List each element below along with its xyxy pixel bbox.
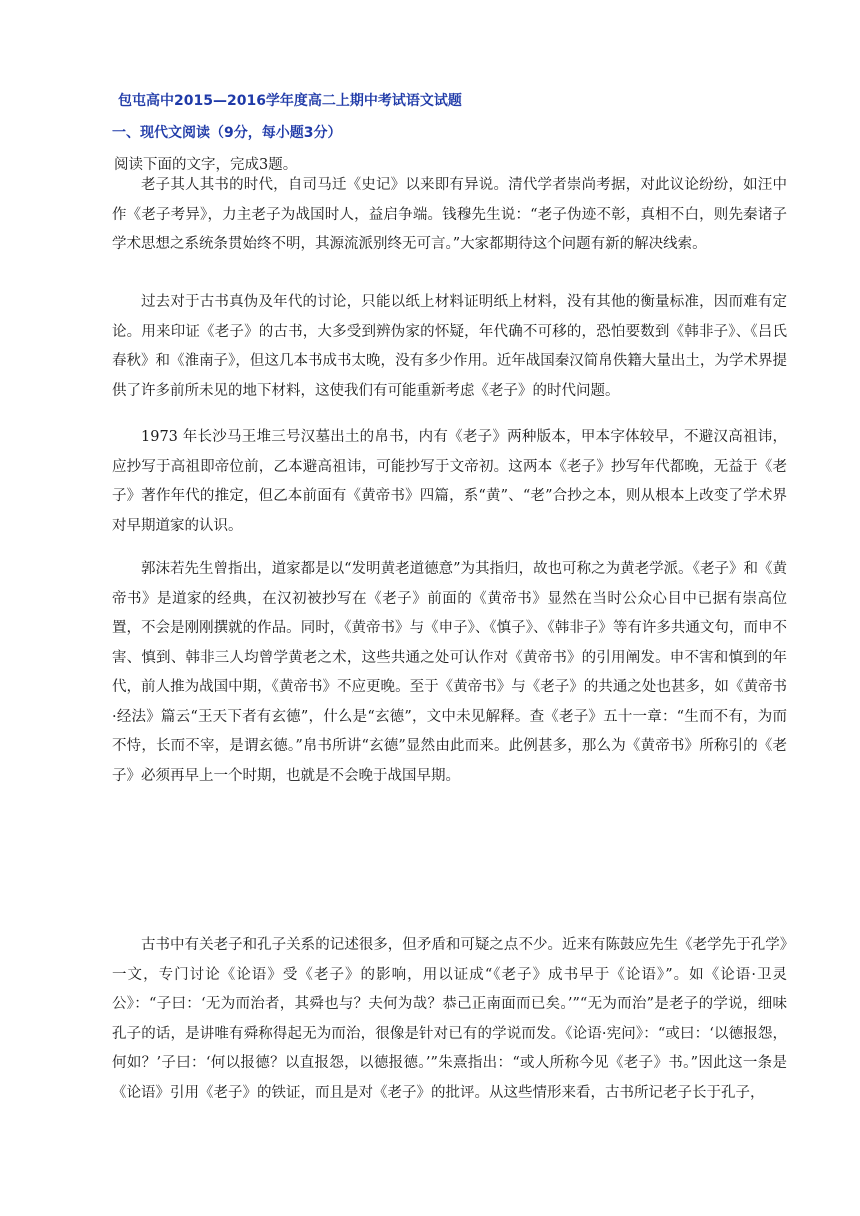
paragraph: 古书中有关老子和孔子关系的记述很多，但矛盾和可疑之点不少。近来有陈鼓应先生《老学先于孔学》一文，专门讨论《论语》受《老子》的影响，用以证成“《老子》成书早于《论语》”。如《论语·卫灵公》：“子曰：‘无为而治者，其舜也与？夫何为哉？恭己正南面而已矣。’”“无为而治”是老子的学说，细味孔子的话，是讲唯有舜称得起无为而治，很像是针对已有的学说而发。《论语·宪问》：“或曰：‘以德报怨，何如？’子曰：‘何以报德？以直报怨，以德报德。’”朱熹指出：“或人所称今见《老子》书。”因此这一条是《论语》引用《老子》的铁证，而且是对《老子》的批评。从这些情形来看，古书所记老子长于孔子，: [112, 937, 787, 1101]
section-heading: 一、现代文阅读（9分，每小题3分）: [112, 125, 342, 141]
reading-instruction: 阅读下面的文字，完成3题。: [114, 157, 298, 173]
paragraph: 过去对于古书真伪及年代的讨论，只能以纸上材料证明纸上材料，没有其他的衡量标准，因而难有定论。用来印证《老子》的古书，大多受到辨伪家的怀疑，年代确不可移的，恐怕要数到《韩非子》、《吕氏春秋》和《淮南子》，但这几本书成书太晚，没有多少作用。近年战国秦汉简帛佚籍大量出土，为学术界提供了许多前所未见的地下材料，这使我们有可能重新考虑《老子》的时代问题。: [112, 294, 787, 399]
paragraph: 1973 年长沙马王堆三号汉墓出土的帛书，内有《老子》两种版本，甲本字体较早，不避汉高祖讳，应抄写于高祖即帝位前，乙本避高祖讳，可能抄写于文帝初。这两本《老子》抄写年代都晚，无益于《老子》著作年代的推定，但乙本前面有《黄帝书》四篇，系“黄”、“老”合抄之本，则从根本上改变了学术界对早期道家的认识。: [112, 429, 787, 534]
paragraph: 老子其人其书的时代，自司马迁《史记》以来即有异说。清代学者崇尚考据，对此议论纷纷，如汪中作《老子考异》，力主老子为战国时人，益启争端。钱穆先生说：“老子伪迹不彰，真相不白，则先秦诸子学术思想之系统条贯始终不明，其源流派别终无可言。”大家都期待这个问题有新的解决线索。: [112, 177, 787, 252]
exam-title: 包屯高中2015—2016学年度高二上期中考试语文试题: [118, 93, 462, 109]
paragraph: 郭沫若先生曾指出，道家都是以“发明黄老道德意”为其指归，故也可称之为黄老学派。《老子》和《黄帝书》是道家的经典，在汉初被抄写在《老子》前面的《黄帝书》显然在当时公众心目中已据有崇高位置，不会是刚刚撰就的作品。同时，《黄帝书》与《申子》、《慎子》、《韩非子》等有许多共通文句，而申不害、慎到、韩非三人均曾学黄老之术，这些共通之处可认作对《黄帝书》的引用阐发。申不害和慎到的年代，前人推为战国中期，《黄帝书》不应更晚。至于《黄帝书》与《老子》的共通之处也甚多，如《黄帝书·经法》篇云“王天下者有玄德”，什么是“玄德”，文中未见解释。查《老子》五十一章：“生而不有，为而不恃，长而不宰，是谓玄德。”帛书所讲“玄德”显然由此而来。此例甚多，那么为《黄帝书》所称引的《老子》必须再早上一个时期，也就是不会晚于战国早期。: [112, 561, 787, 784]
